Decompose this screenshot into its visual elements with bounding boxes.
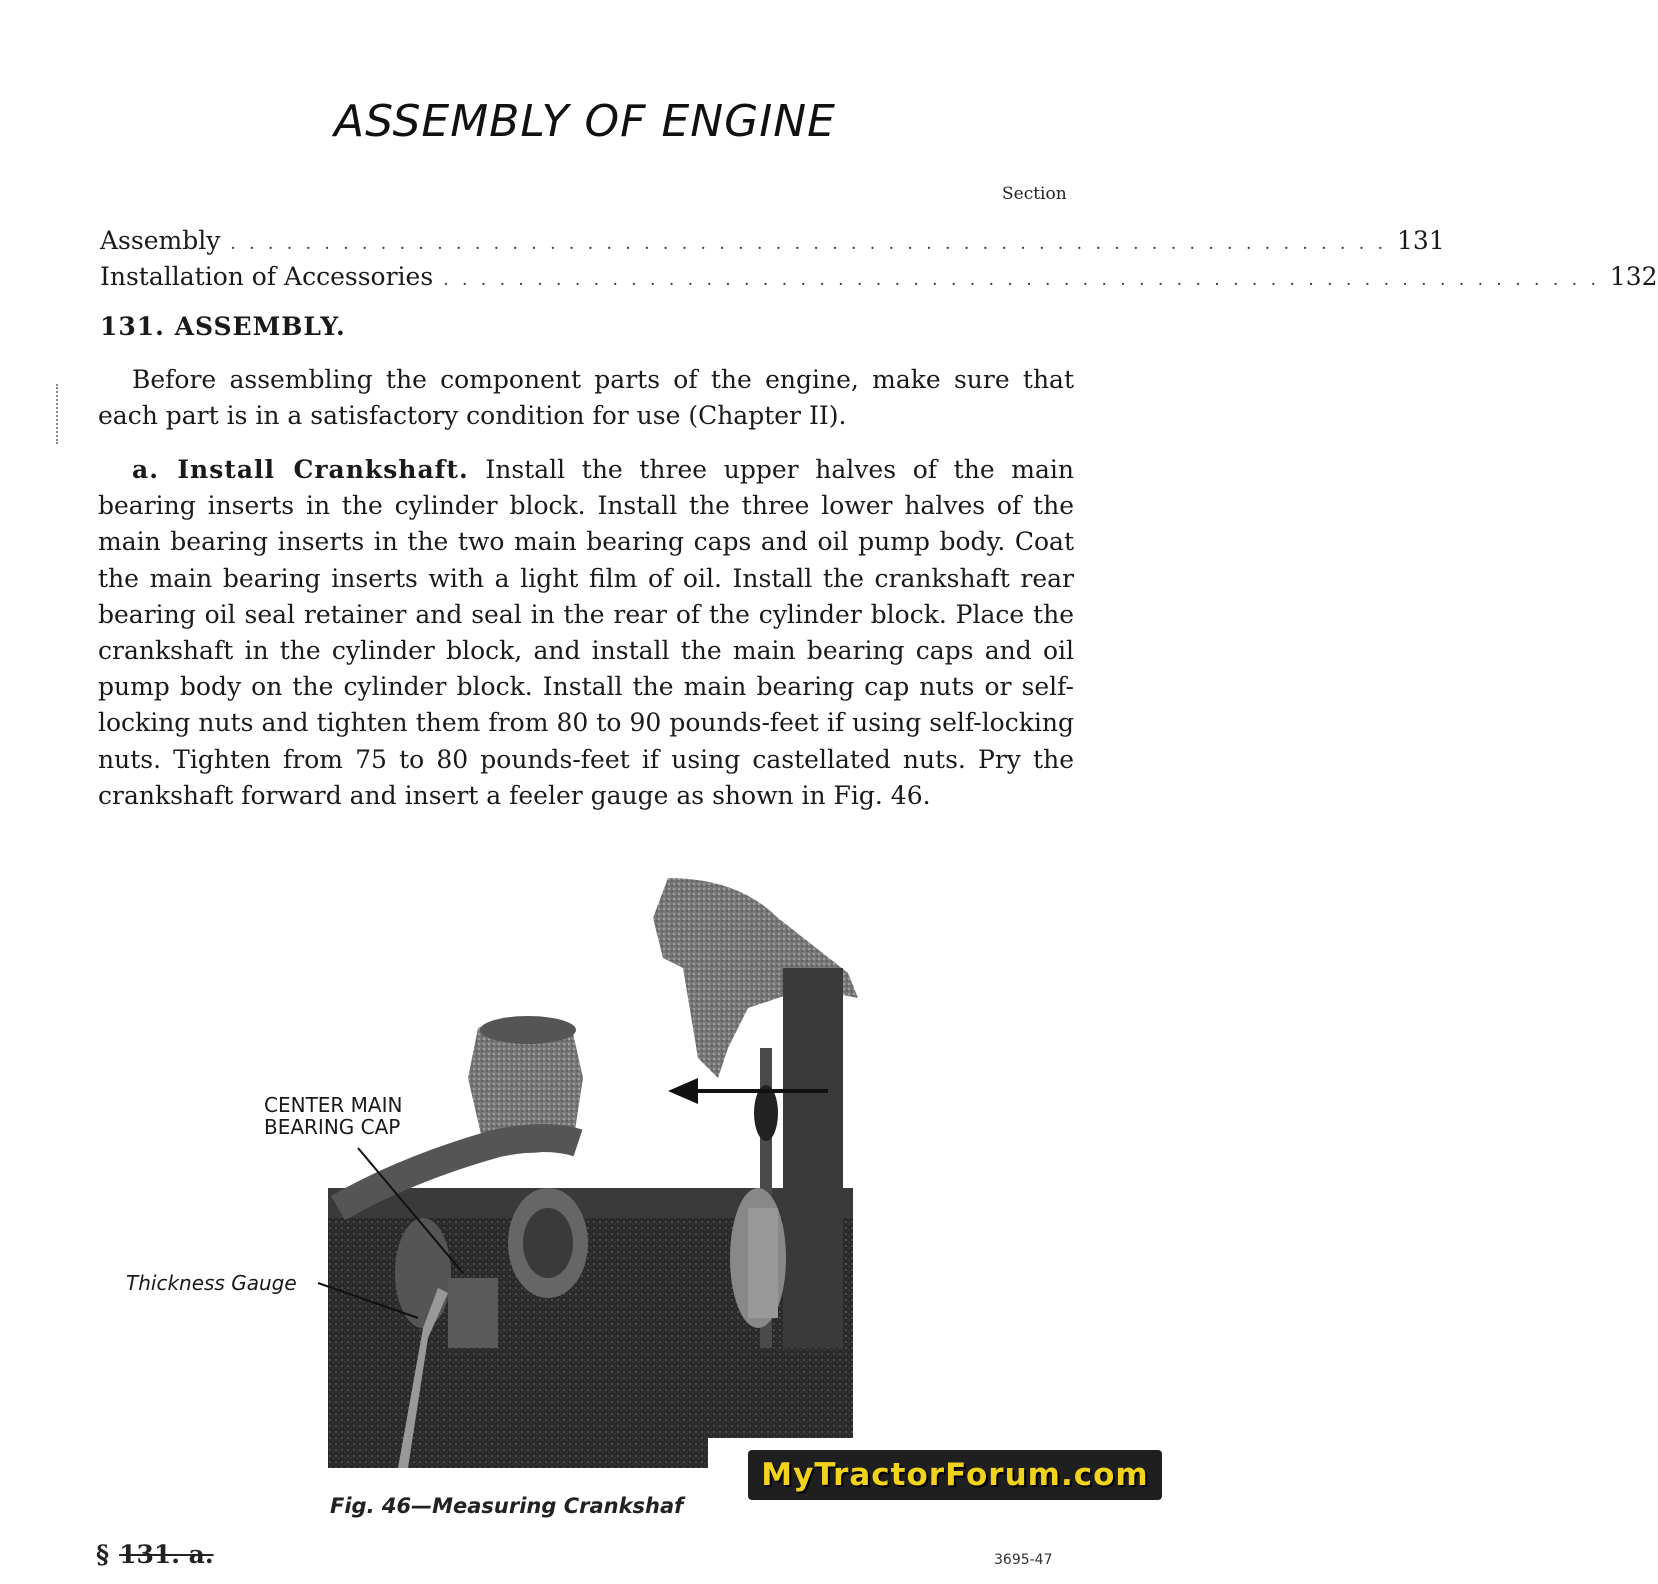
callout-line: BEARING CAP [264,1115,401,1139]
figure-caption: Fig. 46—Measuring Crankshaf [330,1494,684,1518]
intro-paragraph: Before assembling the component parts of the engine, make sure that each part is in a satisfactory condition for use (Chapter II). [98,365,1074,431]
step-a-paragraph [98,452,1074,814]
toc-entry-label: Installation of Accessories [100,262,434,291]
crankshaft-measurement-photo [328,878,858,1468]
page-title: ASSEMBLY OF ENGINE [334,96,836,147]
toc-entry-section-number: 132 [1609,262,1658,291]
toc-entry-assembly[interactable] [100,226,1445,256]
margin-scan-mark [56,384,88,444]
toc-entry-label: Assembly [100,226,221,255]
footer-page-code: 3695-47 [994,1552,1053,1568]
toc-entry-installation-of-accessories[interactable] [100,262,1658,292]
step-a-title: a. Install Crankshaft. [132,455,469,484]
toc-entry-section-number: 131 [1397,226,1445,255]
center-main-bearing-cap [448,1278,498,1348]
section-symbol: § [96,1540,110,1569]
site-watermark-logo: MyTractorForum.com [748,1450,1162,1500]
section-heading: 131. ASSEMBLY. [100,312,346,341]
callout-thickness-gauge: Thickness Gauge [126,1271,297,1295]
step-a-body: Install the three upper halves of the main bearing inserts in the cylinder block. Install the three lower halves of the main bearing inserts in the two main bearing caps and oil pump body. Coat the main bearing inserts with a light film of oil. Install the crankshaft rear bearing oil seal retainer and seal in the rear of the cylinder block. Place the crankshaft in the cylinder block, and install the main bearing caps and oil pump body on the cylinder block. Install the main bearing cap nuts or self-locking nuts and tighten them from 80 to 90 pounds-feet if using self-locking nuts. Tighten from 75 to 80 pounds-feet if using castellated nuts. Pry the crankshaft forward and insert a feeler gauge as shown in Fig. 46. [98,455,1074,810]
toc-leader-dots: . . . . . . . . . . . . . . . . . . . . . . . . . . . . . . . . . . . . . . . . . . . . . . . . . . . . . . . . . . . . . . [443,270,1600,290]
toc-leader-dots: . . . . . . . . . . . . . . . . . . . . . . . . . . . . . . . . . . . . . . . . . . . . . . . . . . . . . . . . . . . . . . [230,234,1388,254]
callout-center-main-bearing-cap [264,1094,402,1138]
footer-section-reference [96,1540,214,1569]
callout-line: CENTER MAIN [264,1093,403,1117]
toc-section-header: Section [1002,184,1067,204]
section-ref-text: 131. a. [119,1540,214,1569]
